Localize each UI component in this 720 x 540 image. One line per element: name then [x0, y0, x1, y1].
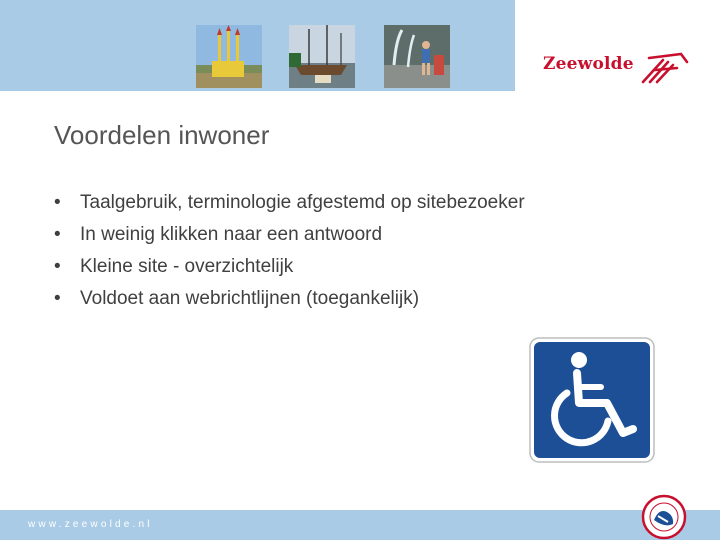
- logo-area: [515, 0, 720, 91]
- zeewolde-logo-icon: [641, 52, 689, 86]
- quality-mark-badge-icon: [641, 494, 687, 540]
- bullet-item: • In weinig klikken naar een antwoord: [54, 222, 525, 254]
- footer-url[interactable]: www.zeewolde.nl: [28, 519, 153, 530]
- bullet-item: • Taalgebruik, terminologie afgestemd op sitebezoeker: [54, 190, 525, 222]
- lighthouse-sculpture-photo: [196, 25, 262, 88]
- bullet-item: • Voldoet aan webrichtlijnen (toegankelijk): [54, 286, 525, 318]
- bullet-list: [54, 190, 525, 318]
- wheelchair-accessibility-icon: [529, 337, 655, 463]
- zeewolde-logo-text: Zeewolde: [543, 54, 634, 74]
- bullet-item: • Kleine site - overzichtelijk: [54, 254, 525, 286]
- fountain-children-photo: [384, 25, 450, 88]
- harbour-boats-photo: [289, 25, 355, 88]
- slide-title: Voordelen inwoner: [54, 120, 270, 150]
- header-band: [0, 0, 515, 91]
